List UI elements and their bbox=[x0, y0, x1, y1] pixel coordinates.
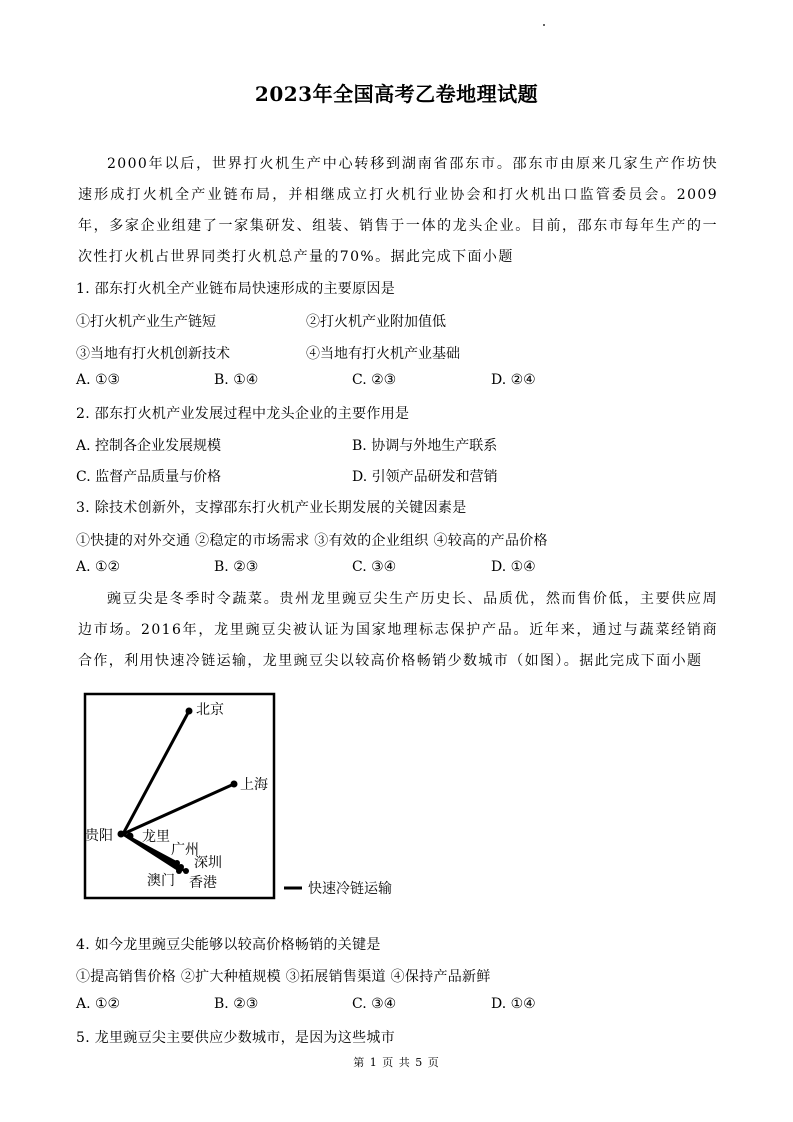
legend-label: 快速冷链运输 bbox=[308, 881, 392, 897]
q4-option-d[interactable]: D. ①④ bbox=[491, 996, 536, 1012]
q3-option-b[interactable]: B. ②③ bbox=[214, 559, 259, 575]
q5-stem: 5. 龙里豌豆尖主要供应少数城市，是因为这些城市 bbox=[76, 1030, 396, 1046]
label-shenzhen: 深圳 bbox=[194, 855, 222, 871]
beijing-dot bbox=[186, 708, 193, 715]
label-shanghai: 上海 bbox=[240, 777, 268, 793]
label-guangzhou: 广州 bbox=[171, 842, 199, 858]
q3-option-c[interactable]: C. ③④ bbox=[352, 559, 397, 575]
q1-option-d[interactable]: D. ②④ bbox=[491, 372, 536, 388]
corner-mark bbox=[543, 24, 545, 26]
passage-lighter: 2000年以后，世界打火机生产中心转移到湖南省邵东市。邵东市由原来几家生产作坊快速形成打火机全产业链布局，并相继成立打火机行业协会和打火机出口监管委员会。2009年，多家企业组建了一家集研发、组装、销售于一体的龙头企业。目前，邵东市每年生产的一次性打火机占世界同类打火机总产量的70%。据此完成下面小题 bbox=[78, 156, 718, 265]
q1-option-c[interactable]: C. ②③ bbox=[352, 372, 397, 388]
label-longli: 龙里 bbox=[142, 829, 170, 845]
q2-option-d[interactable]: D. 引领产品研发和营销 bbox=[352, 469, 498, 485]
q4-stem: 4. 如今龙里豌豆尖能够以较高价格畅销的关键是 bbox=[76, 937, 381, 953]
q3-items: ①快捷的对外交通 ②稳定的市场需求 ③有效的企业组织 ④较高的产品价格 bbox=[76, 533, 548, 549]
q1-option-a[interactable]: A. ①③ bbox=[76, 372, 121, 388]
guiyang-dot bbox=[118, 831, 125, 838]
q2-option-c[interactable]: C. 监督产品质量与价格 bbox=[76, 469, 222, 485]
q3-stem: 3. 除技术创新外，支撑邵东打火机产业长期发展的关键因素是 bbox=[76, 500, 467, 516]
label-guiyang: 贵阳 bbox=[85, 828, 113, 844]
q2-stem: 2. 邵东打火机产业发展过程中龙头企业的主要作用是 bbox=[76, 406, 410, 422]
q1-stem: 1. 邵东打火机全产业链布局快速形成的主要原因是 bbox=[76, 281, 396, 297]
longli-dot bbox=[127, 833, 134, 840]
q4-option-b[interactable]: B. ②③ bbox=[214, 996, 259, 1012]
page-title: 2023年全国高考乙卷地理试题 bbox=[254, 82, 539, 106]
cold-chain-map bbox=[83, 692, 403, 902]
macau-dot bbox=[176, 868, 182, 874]
label-beijing: 北京 bbox=[196, 702, 224, 718]
route-shanghai bbox=[123, 784, 234, 834]
label-macau: 澳门 bbox=[147, 873, 175, 889]
q4-option-c[interactable]: C. ③④ bbox=[352, 996, 397, 1012]
q4-option-a[interactable]: A. ①② bbox=[76, 996, 121, 1012]
hongkong-dot bbox=[183, 868, 189, 874]
q1-item-3: ③当地有打火机创新技术 bbox=[76, 346, 230, 362]
passage-pea-shoots: 豌豆尖是冬季时令蔬菜。贵州龙里豌豆尖生产历史长、品质优，然而售价低，主要供应周边市场。2016年，龙里豌豆尖被认证为国家地理标志保护产品。近年来，通过与蔬菜经销商合作，利用快速冷链运输，龙里豌豆尖以较高价格畅销少数城市（如图）。据此完成下面小题 bbox=[78, 591, 718, 669]
q1-option-b[interactable]: B. ①④ bbox=[214, 372, 259, 388]
q1-item-1: ①打火机产业生产链短 bbox=[76, 314, 216, 330]
q2-option-a[interactable]: A. 控制各企业发展规模 bbox=[76, 438, 222, 454]
q1-item-4: ④当地有打火机产业基础 bbox=[306, 346, 460, 362]
shanghai-dot bbox=[231, 781, 238, 788]
label-hongkong: 香港 bbox=[189, 875, 217, 891]
q2-option-b[interactable]: B. 协调与外地生产联系 bbox=[352, 438, 498, 454]
q1-item-2: ②打火机产业附加值低 bbox=[306, 314, 446, 330]
route-beijing bbox=[123, 711, 189, 834]
q3-option-a[interactable]: A. ①② bbox=[76, 559, 121, 575]
q3-option-d[interactable]: D. ①④ bbox=[491, 559, 536, 575]
page-footer: 第 1 页 共 5 页 bbox=[353, 1056, 440, 1069]
q4-items: ①提高销售价格 ②扩大种植规模 ③拓展销售渠道 ④保持产品新鲜 bbox=[76, 969, 491, 985]
